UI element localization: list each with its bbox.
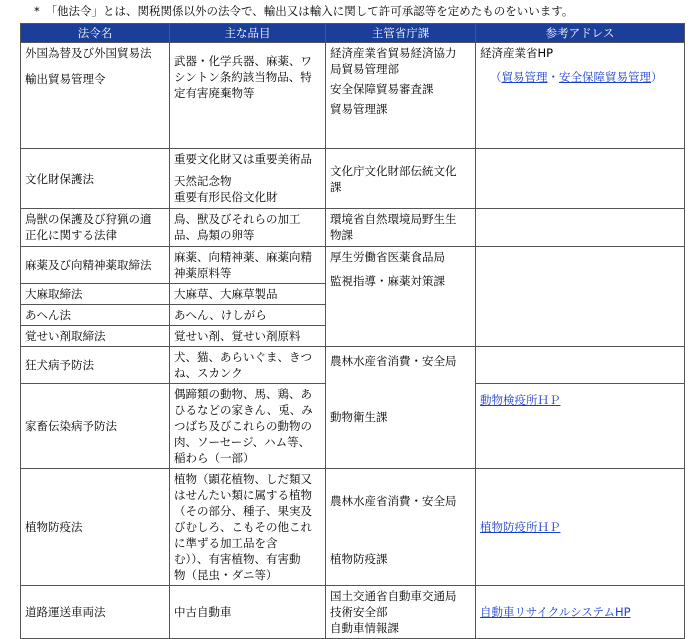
law-name-cell <box>21 43 170 149</box>
law-name-cell <box>21 326 170 347</box>
ministry-text: 局貿易管理部 <box>330 62 399 76</box>
ministry-cell <box>326 43 476 149</box>
law-name-cell <box>21 247 170 284</box>
items-cell <box>170 247 326 284</box>
items-text: 品、鳥類の卵等 <box>174 228 255 242</box>
ministry-text: 物課 <box>330 228 353 242</box>
items-text: む））、有害植物、有害動 <box>174 552 301 566</box>
items-text: びむしろ、こもその他これ <box>174 520 312 534</box>
ministry-text: 技術安全部 <box>330 605 388 619</box>
table-header-row <box>21 24 685 43</box>
law-name: 覚せい剤取締法 <box>25 329 106 343</box>
header-ministry: 主管省庁課 <box>326 24 476 43</box>
reference-cell <box>476 149 685 209</box>
plant-protection-link[interactable]: 植物防疫所ＨＰ <box>480 520 561 534</box>
items-cell <box>170 469 326 586</box>
ministry-cell <box>326 586 476 639</box>
table-row <box>21 247 685 284</box>
table-row <box>21 43 685 149</box>
items-text: 鳥、獣及びそれらの加工 <box>174 212 301 226</box>
reference-cell <box>476 347 685 384</box>
items-text: 定有害廃棄物等 <box>174 86 255 100</box>
table-row <box>21 149 685 209</box>
ministry-text: 環境省自然環境局野生生 <box>330 212 457 226</box>
law-name: 輸出貿易管理令 <box>25 72 106 86</box>
reference-cell <box>476 469 685 586</box>
items-text: 重要文化財又は重要美術品 <box>174 152 312 166</box>
ministry-text: 植物防疫課 <box>330 552 388 566</box>
ministry-text: 安全保障貿易審査課 <box>330 82 434 96</box>
animal-quarantine-link[interactable]: 動物検疫所ＨＰ <box>480 393 561 407</box>
ministry-cell <box>326 247 476 347</box>
law-name: あへん法 <box>25 308 71 322</box>
ministry-cell <box>326 347 476 469</box>
separator: ・ <box>547 70 559 84</box>
items-text: ね、スカンク <box>174 366 243 380</box>
law-name-cell <box>21 209 170 247</box>
reference-cell <box>476 384 685 469</box>
header-main-items: 主な品目 <box>170 24 326 43</box>
items-text: 植物（顕花植物、しだ類又 <box>174 472 312 486</box>
items-text: 偶蹄類の動物、馬、鶏、あ <box>174 387 312 401</box>
table-row <box>21 347 685 384</box>
items-text: つばち及びこれらの動物の <box>174 419 312 433</box>
ministry-cell <box>326 469 476 586</box>
items-text: 肉、ソーセージ、ハム等、 <box>174 435 311 449</box>
table-row <box>21 209 685 247</box>
reference-cell <box>476 43 685 149</box>
ministry-cell <box>326 149 476 209</box>
ministry-text: 農林水産省消費・安全局 <box>330 494 457 508</box>
law-name: 文化財保護法 <box>25 171 94 186</box>
law-name: 道路運送車両法 <box>25 605 106 619</box>
items-text: 武器・化学兵器、麻薬、ワ <box>174 54 312 68</box>
items-text: ひるなどの家きん、兎、み <box>174 403 313 417</box>
law-name: 大麻取締法 <box>25 287 83 301</box>
items-text: 稲わら（一部） <box>174 451 255 465</box>
ministry-text: 貿易管理課 <box>330 102 388 116</box>
items-text: あへん、けしがら <box>174 308 267 322</box>
items-cell <box>170 305 326 326</box>
law-name: 家畜伝染病予防法 <box>25 419 117 433</box>
items-text: 大麻草、大麻草製品 <box>174 287 278 301</box>
footnote: * 「他法令」とは、関税関係以外の法令で、輸出又は輸入に関して許可承認等を定めたものをいいます。 <box>34 4 574 18</box>
items-text: 中古自動車 <box>174 605 232 619</box>
ministry-text: 監視指導・麻薬対策課 <box>330 274 445 288</box>
reference-cell <box>476 247 685 347</box>
ministry-text: 農林水産省消費・安全局 <box>330 354 457 368</box>
law-name-cell <box>21 586 170 639</box>
ministry-text: 経済産業省貿易経済協力 <box>330 46 457 60</box>
law-name: 麻薬及び向精神薬取締法 <box>25 258 152 272</box>
items-cell <box>170 284 326 305</box>
law-name-cell <box>21 384 170 469</box>
law-name: 狂犬病予防法 <box>25 358 94 372</box>
ministry-text: 自動車情報課 <box>330 621 399 635</box>
items-text: に準ずる加工品を含 <box>174 536 278 550</box>
ministry-text: 動物衛生課 <box>330 410 388 424</box>
header-reference-address: 参考アドレス <box>476 24 685 43</box>
law-name-cell <box>21 305 170 326</box>
law-name: 植物防疫法 <box>25 520 83 534</box>
items-cell <box>170 209 326 247</box>
law-name-cell <box>21 347 170 384</box>
items-text: 天然記念物 <box>174 174 232 188</box>
items-text: シントン条約該当物品、特 <box>174 70 312 84</box>
auto-recycling-link[interactable]: 自動車リサイクルシステムHP <box>480 605 631 619</box>
ministry-text: 国土交通省自動車交通局 <box>330 589 457 603</box>
reference-title: 経済産業省HP <box>480 46 554 60</box>
security-trade-control-link[interactable]: 安全保障貿易管理 <box>559 70 651 84</box>
table-row <box>21 586 685 639</box>
law-name-cell <box>21 284 170 305</box>
items-text: 覚せい剤、覚せい剤原料 <box>174 329 301 343</box>
trade-control-link[interactable]: 貿易管理 <box>501 70 548 84</box>
other-laws-table <box>20 23 685 639</box>
law-name: 鳥獣の保護及び狩猟の適 <box>25 212 152 226</box>
ministry-text: 厚生労働省医薬食品局 <box>330 250 445 264</box>
ministry-text: 文化庁文化財部伝統文化 <box>330 163 457 178</box>
items-text: 物（昆虫・ダニ等） <box>174 568 278 582</box>
header-law-name: 法令名 <box>21 24 170 43</box>
items-cell <box>170 43 326 149</box>
items-text: 神薬原料等 <box>174 266 232 280</box>
items-text: （その部分、種子、果実及 <box>174 504 312 518</box>
items-cell <box>170 347 326 384</box>
items-text: はせんたい類に属する植物 <box>174 488 312 502</box>
ministry-text: 課 <box>330 179 342 194</box>
reference-cell <box>476 209 685 247</box>
ministry-cell <box>326 209 476 247</box>
items-cell <box>170 586 326 639</box>
items-text: 重要有形民俗文化財 <box>174 190 278 204</box>
paren-close: ） <box>651 70 663 84</box>
law-name-cell <box>21 149 170 209</box>
law-name: 正化に関する法律 <box>25 228 117 242</box>
paren-open: （ <box>490 70 502 84</box>
table-row <box>21 469 685 586</box>
law-name: 外国為替及び外国貿易法 <box>25 46 152 60</box>
items-cell <box>170 326 326 347</box>
items-text: 麻薬、向精神薬、麻薬向精 <box>174 250 312 264</box>
law-name-cell <box>21 469 170 586</box>
items-cell <box>170 149 326 209</box>
items-text: 犬、猫、あらいぐま、きつ <box>174 350 312 364</box>
reference-cell <box>476 586 685 639</box>
items-cell <box>170 384 326 469</box>
